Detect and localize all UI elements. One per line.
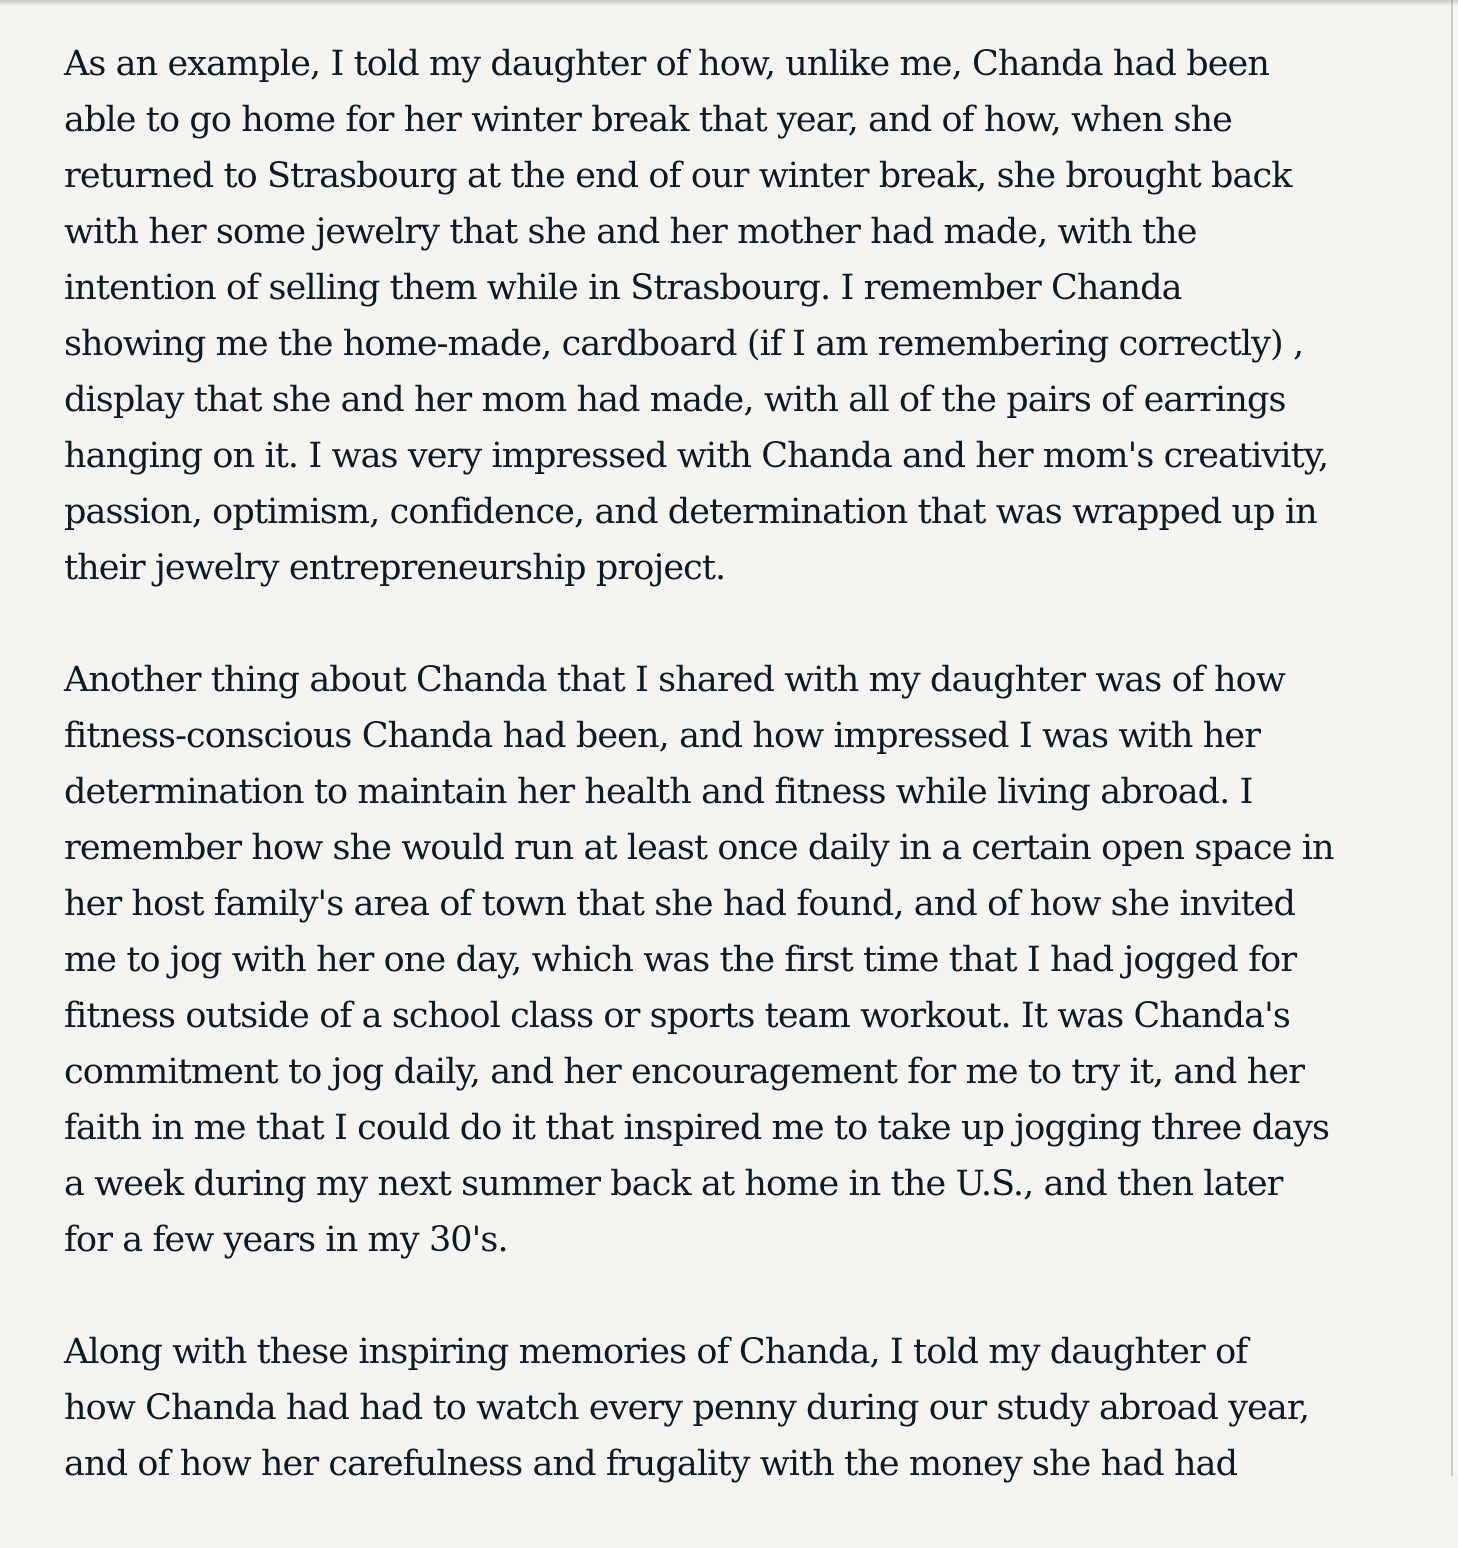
text-line: their jewelry entrepreneurship project. — [64, 548, 726, 588]
text-line: how Chanda had had to watch every penny during our study abroad year, — [64, 1388, 1310, 1428]
text-line: me to jog with her one day, which was the first time that I had jogged for — [64, 940, 1297, 980]
text-line: with her some jewelry that she and her mother had made, with the — [64, 212, 1197, 252]
text-line: passion, optimism, confidence, and determination that was wrapped up in — [64, 492, 1317, 532]
scrollbar-gutter[interactable] — [1453, 0, 1458, 1476]
text-line: her host family's area of town that she had found, and of how she invited — [64, 884, 1295, 924]
text-line: display that she and her mom had made, with all of the pairs of earrings — [64, 380, 1286, 420]
text-line: showing me the home-made, cardboard (if I am remembering correctly) , — [64, 324, 1304, 364]
top-shadow — [0, 0, 1458, 6]
text-line: As an example, I told my daughter of how, unlike me, Chanda had been — [64, 44, 1269, 84]
text-line: Along with these inspiring memories of Chanda, I told my daughter of — [64, 1332, 1248, 1372]
text-line: fitness-conscious Chanda had been, and how impressed I was with her — [64, 716, 1261, 756]
text-line: and of how her carefulness and frugality with the money she had had — [64, 1444, 1238, 1484]
text-line: fitness outside of a school class or sports team workout. It was Chanda's — [64, 996, 1290, 1036]
text-line: commitment to jog daily, and her encouragement for me to try it, and her — [64, 1052, 1305, 1092]
text-line: intention of selling them while in Strasbourg. I remember Chanda — [64, 268, 1182, 308]
text-line: remember how she would run at least once daily in a certain open space in — [64, 828, 1334, 868]
text-line: hanging on it. I was very impressed with Chanda and her mom's creativity, — [64, 436, 1329, 476]
text-line: able to go home for her winter break that year, and of how, when she — [64, 100, 1232, 140]
paragraph-fitness — [64, 652, 1404, 1268]
text-line: returned to Strasbourg at the end of our winter break, she brought back — [64, 156, 1292, 196]
text-line: faith in me that I could do it that inspired me to take up jogging three days — [64, 1108, 1330, 1148]
paragraph-jewelry — [64, 36, 1404, 596]
text-line: a week during my next summer back at home in the U.S., and then later — [64, 1164, 1283, 1204]
text-line: Another thing about Chanda that I shared with my daughter was of how — [64, 660, 1285, 700]
paragraph-frugality — [64, 1324, 1404, 1492]
article-body — [64, 36, 1404, 1548]
text-line: for a few years in my 30's. — [64, 1220, 508, 1260]
text-line: determination to maintain her health and fitness while living abroad. I — [64, 772, 1253, 812]
